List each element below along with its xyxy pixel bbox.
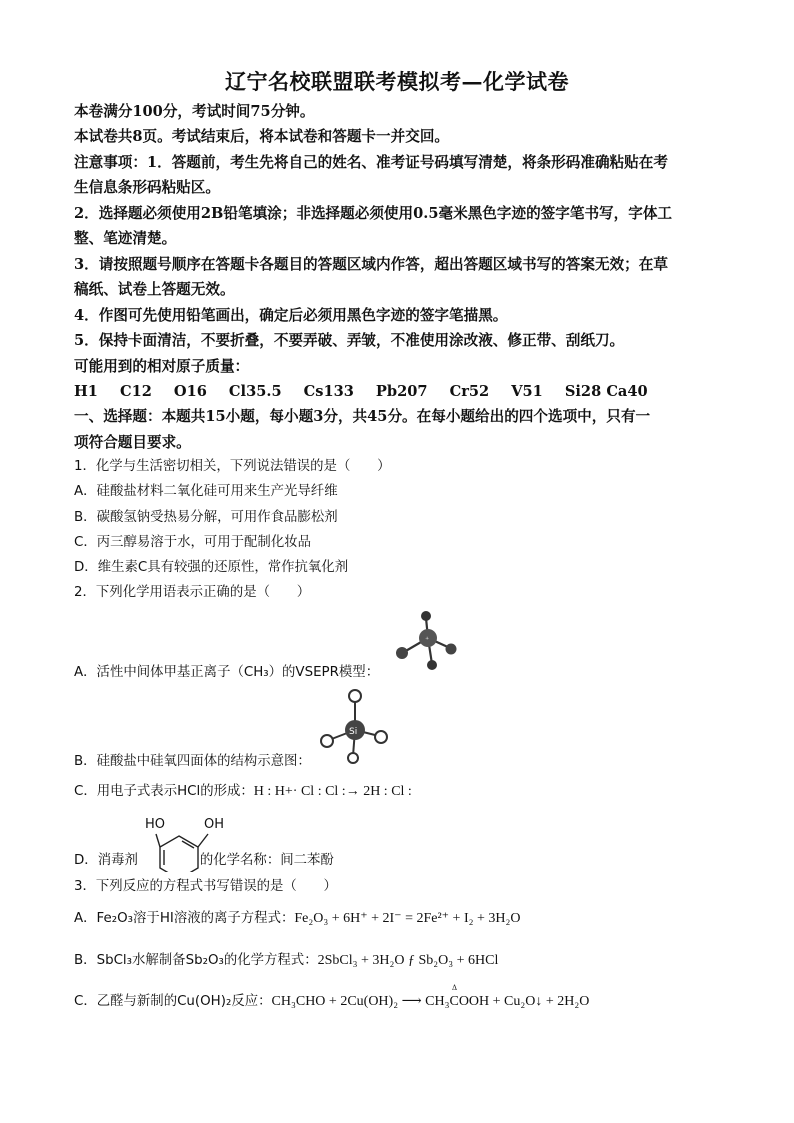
q1-option-a: A．硅酸盐材料二氧化硅可用来生产光导纤维: [74, 484, 338, 499]
page-title: 辽宁名校联盟联考模拟考—化学试卷: [225, 69, 569, 94]
q2-option-a: A．活性中间体甲基正离子（CH₃）的VSEPR模型：: [74, 665, 380, 680]
q3-option-c-equation: CH₃CHO + 2Cu(OH)₂ ⟶ CH₃COOH + Cu₂O↓ + 2H₂O: [271, 994, 590, 1009]
mass-item: Cl35.5: [228, 383, 282, 400]
q2-option-c: [74, 780, 412, 800]
silicon-oxygen-tetrahedron-figure: [317, 684, 393, 764]
mass-item: C12: [119, 383, 152, 400]
svg-text:Si: Si: [349, 727, 358, 737]
masses-label: 可能用到的相对原子质量：: [74, 358, 250, 375]
atomic-masses: [74, 379, 734, 405]
header-line-score: 本卷满分100分，考试时间75分钟。: [74, 103, 315, 120]
q2-option-d-suffix: 的化学名称：间二苯酚: [199, 853, 334, 868]
q1-option-c: C．丙三醇易溶于水，可用于配制化妆品: [74, 535, 311, 550]
section-heading-1: 一、选择题：本题共15小题，每小题3分，共45分。在每小题给出的四个选项中，只有一: [74, 408, 651, 425]
hcl-electron-formula: H : H+· Cl : Cl :→ 2H : Cl :: [253, 784, 412, 799]
mass-item: V51: [511, 383, 543, 400]
q2-option-d: [74, 849, 334, 868]
mass-item: Pb207: [375, 383, 428, 400]
q1-stem: 1．化学与生活密切相关，下列说法错误的是（ ）: [74, 459, 391, 474]
q3-option-a: [74, 907, 521, 927]
q3-option-b: [74, 949, 498, 969]
heat-delta-mark: Δ: [452, 984, 458, 992]
mass-item: Si28 Ca40: [564, 383, 648, 400]
q3-option-a-equation: Fe₂O₃ + 6H⁺ + 2I⁻ = 2Fe²⁺ + I₂ + 3H₂O: [294, 911, 521, 926]
q2-stem: 2．下列化学用语表示正确的是（ ）: [74, 585, 311, 600]
q3-stem: 3．下列反应的方程式书写错误的是（ ）: [74, 879, 337, 894]
header-line-pages: 本试卷共8页。考试结束后，将本试卷和答题卡一并交回。: [74, 128, 450, 145]
mass-item: Cr52: [449, 383, 490, 400]
mass-item: Cs133: [303, 383, 354, 400]
q3-option-a-label: A．Fe₂O₃溶于HI溶液的离子方程式：: [74, 911, 295, 926]
resorcinol-ho: HO: [145, 817, 166, 832]
q1-option-b: B．碳酸氢钠受热易分解，可用作食品膨松剂: [74, 510, 338, 525]
vsepr-model-figure: [388, 604, 460, 674]
q3-option-c: [74, 990, 589, 1010]
resorcinol-oh: OH: [204, 817, 225, 832]
section-heading-2: 项符合题目要求。: [74, 434, 191, 451]
notice-3b: 稿纸、试卷上答题无效。: [74, 281, 235, 298]
q1-option-d: D．维生素C具有较强的还原性，常作抗氧化剂: [74, 560, 349, 575]
q2-option-b: B．硅酸盐中硅氧四面体的结构示意图：: [74, 754, 311, 769]
notice-3a: 3．请按照题号顺序在答题卡各题目的答题区域内作答，超出答题区域书写的答案无效；在草: [74, 256, 668, 273]
notice-5: 5．保持卡面清洁，不要折叠，不要弄破、弄皱，不准使用涂改液、修正带、刮纸刀。: [74, 332, 625, 349]
q2-option-d-prefix: D．消毒剂: [74, 853, 138, 868]
q3-option-c-label: C．乙醛与新制的Cu(OH)₂反应：: [74, 994, 272, 1009]
q3-option-b-equation: 2SbCl₃ + 3H₂O ƒ Sb₂O₃ + 6HCl: [317, 953, 499, 968]
q2-option-c-label: C．用电子式表示HCl的形成：: [74, 784, 254, 799]
notice-2b: 整、笔迹清楚。: [74, 230, 177, 247]
mass-item: H1: [74, 383, 98, 400]
notice-1b: 生信息条形码粘贴区。: [74, 179, 220, 196]
notice-1a: 注意事项：1．答题前，考生先将自己的姓名、准考证号码填写清楚，将条形码准确粘贴在考: [74, 154, 668, 171]
notice-4: 4．作图可先使用铅笔画出，确定后必须用黑色字迹的签字笔描黑。: [74, 307, 508, 324]
notice-2a: 2．选择题必须使用2B铅笔填涂；非选择题必须使用0.5毫米黑色字迹的签字笔书写，字体工: [74, 205, 673, 222]
q3-option-b-label: B．SbCl₃水解制备Sb₂O₃的化学方程式：: [74, 953, 318, 968]
mass-item: O16: [173, 383, 207, 400]
svg-text:⁺: ⁺: [425, 635, 430, 644]
